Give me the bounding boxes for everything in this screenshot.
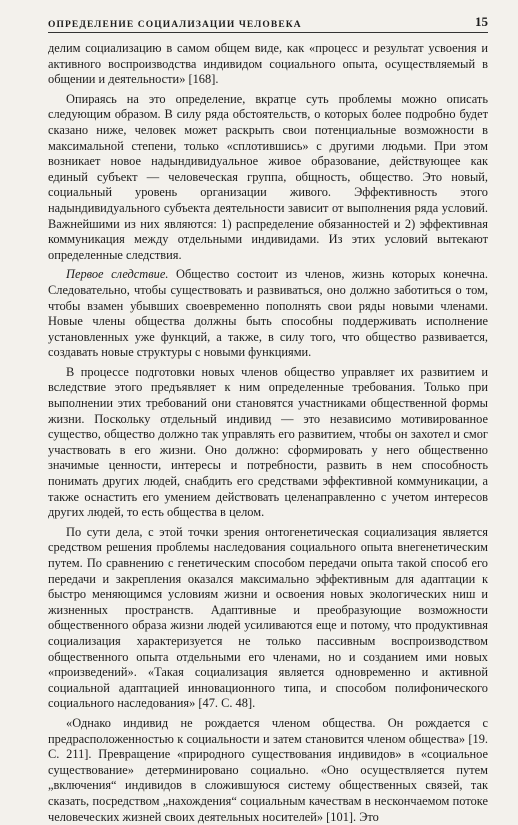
running-header: [48, 14, 488, 33]
paragraph-5: По сути дела, с этой точки зрения онтогенетическая социализация является средством решения проблемы наследования социального опыта внегенетическим путем. По сравнению с генетическим способом передачи опыта такой способ его передачи и закрепления оказался максимально эффективным для адаптации к быстро меняющимся условиям жизни и освоения новых экологических ниш и жизненных пространств. Адаптивные и преобразующие возможности общественного образа жизни людей усиливаются еще и потому, что продуктивная социализация характеризуется не только пассивным воспроизводством общественного опыта отдельными его членами, но и созданием ими новых «произведений». «Такая социализация является одновременно и активной социальной адаптацией инновационного типа, и способом полифонического социального наследования» [47. С. 48].: [48, 524, 488, 711]
page-number: 15: [475, 14, 488, 29]
running-title: ОПРЕДЕЛЕНИЕ СОЦИАЛИЗАЦИИ ЧЕЛОВЕКА: [48, 20, 302, 30]
paragraph-4: В процессе подготовки новых членов общество управляет их развитием и вследствие этого предъявляет к ним определенные требования. Только при выполнении этих требований они становятся участниками общественной формы жизни. Поскольку отдельный индивид — это независимо мотивированное существо, общество должно так управлять его развитием, чтобы он захотел и смог участвовать в его жизни. Оно должно: сформировать у него общественно значимые ценности, интересы и потребности, развить в нем способность понимать других людей, снабдить его средствами эффективной коммуникации, а также оснастить его умением действовать целенаправленно с учетом интересов других людей, то есть общества в целом.: [48, 364, 488, 520]
paragraph-3-lead: Первое следствие.: [66, 267, 169, 282]
paragraph-1: делим социализацию в самом общем виде, как «процесс и результат усвоения и активного воспроизводства индивидом социального опыта, осуществляемый в общении и деятельности» [168].: [48, 41, 488, 87]
paragraph-6: «Однако индивид не рождается членом общества. Он рождается с предрасположенностью к социальности и затем становится членом общества» [19. С. 211]. Превращение «природного существования индивидов» в «социальное существование» детерминировано социально. «Оно осуществляется путем „включения“ индивидов в сложившуюся систему общественных связей, так сказать, посредством „нахождения“ социальным качествам в нескончаемом потоке человеческих жизней своих деятельных носителей» [101]. Это: [48, 715, 488, 824]
paragraph-2: Опираясь на это определение, вкратце суть проблемы можно описать следующим образом. В силу ряда обстоятельств, о которых более подробно будет сказано ниже, человек может раскрыть свои потенциальные возможности в максимальной степени, только «сплотившись» с другими людьми. При этом возникает новое надындивидуальное живое образование, действующее как единый субъект — человеческая группа, общность, общество. Это новый, социальный уровень организации живого. Эффективность этого надындивидуального субъекта деятельности зависит от выполнения ряда условий. Важнейшими из них являются: 1) распределение обязанностей и 2) эффективная коммуникация между отдельными индивидами. Из этих условий вытекают определенные следствия.: [48, 91, 488, 262]
paragraph-3: [48, 267, 488, 361]
paragraph-3-text: Общество состоит из членов, жизнь которых конечна. Следовательно, чтобы существовать и развиваться, оно должно заботиться о том, чтобы взамен убывших своевременно пополнять свои ряды новыми членами. Новые члены общества должны быть способны поддерживать исполнение установленных уже функций, а также, в силу того, что общество развивается, создавать новые структуры с новыми функциями.: [48, 267, 488, 360]
